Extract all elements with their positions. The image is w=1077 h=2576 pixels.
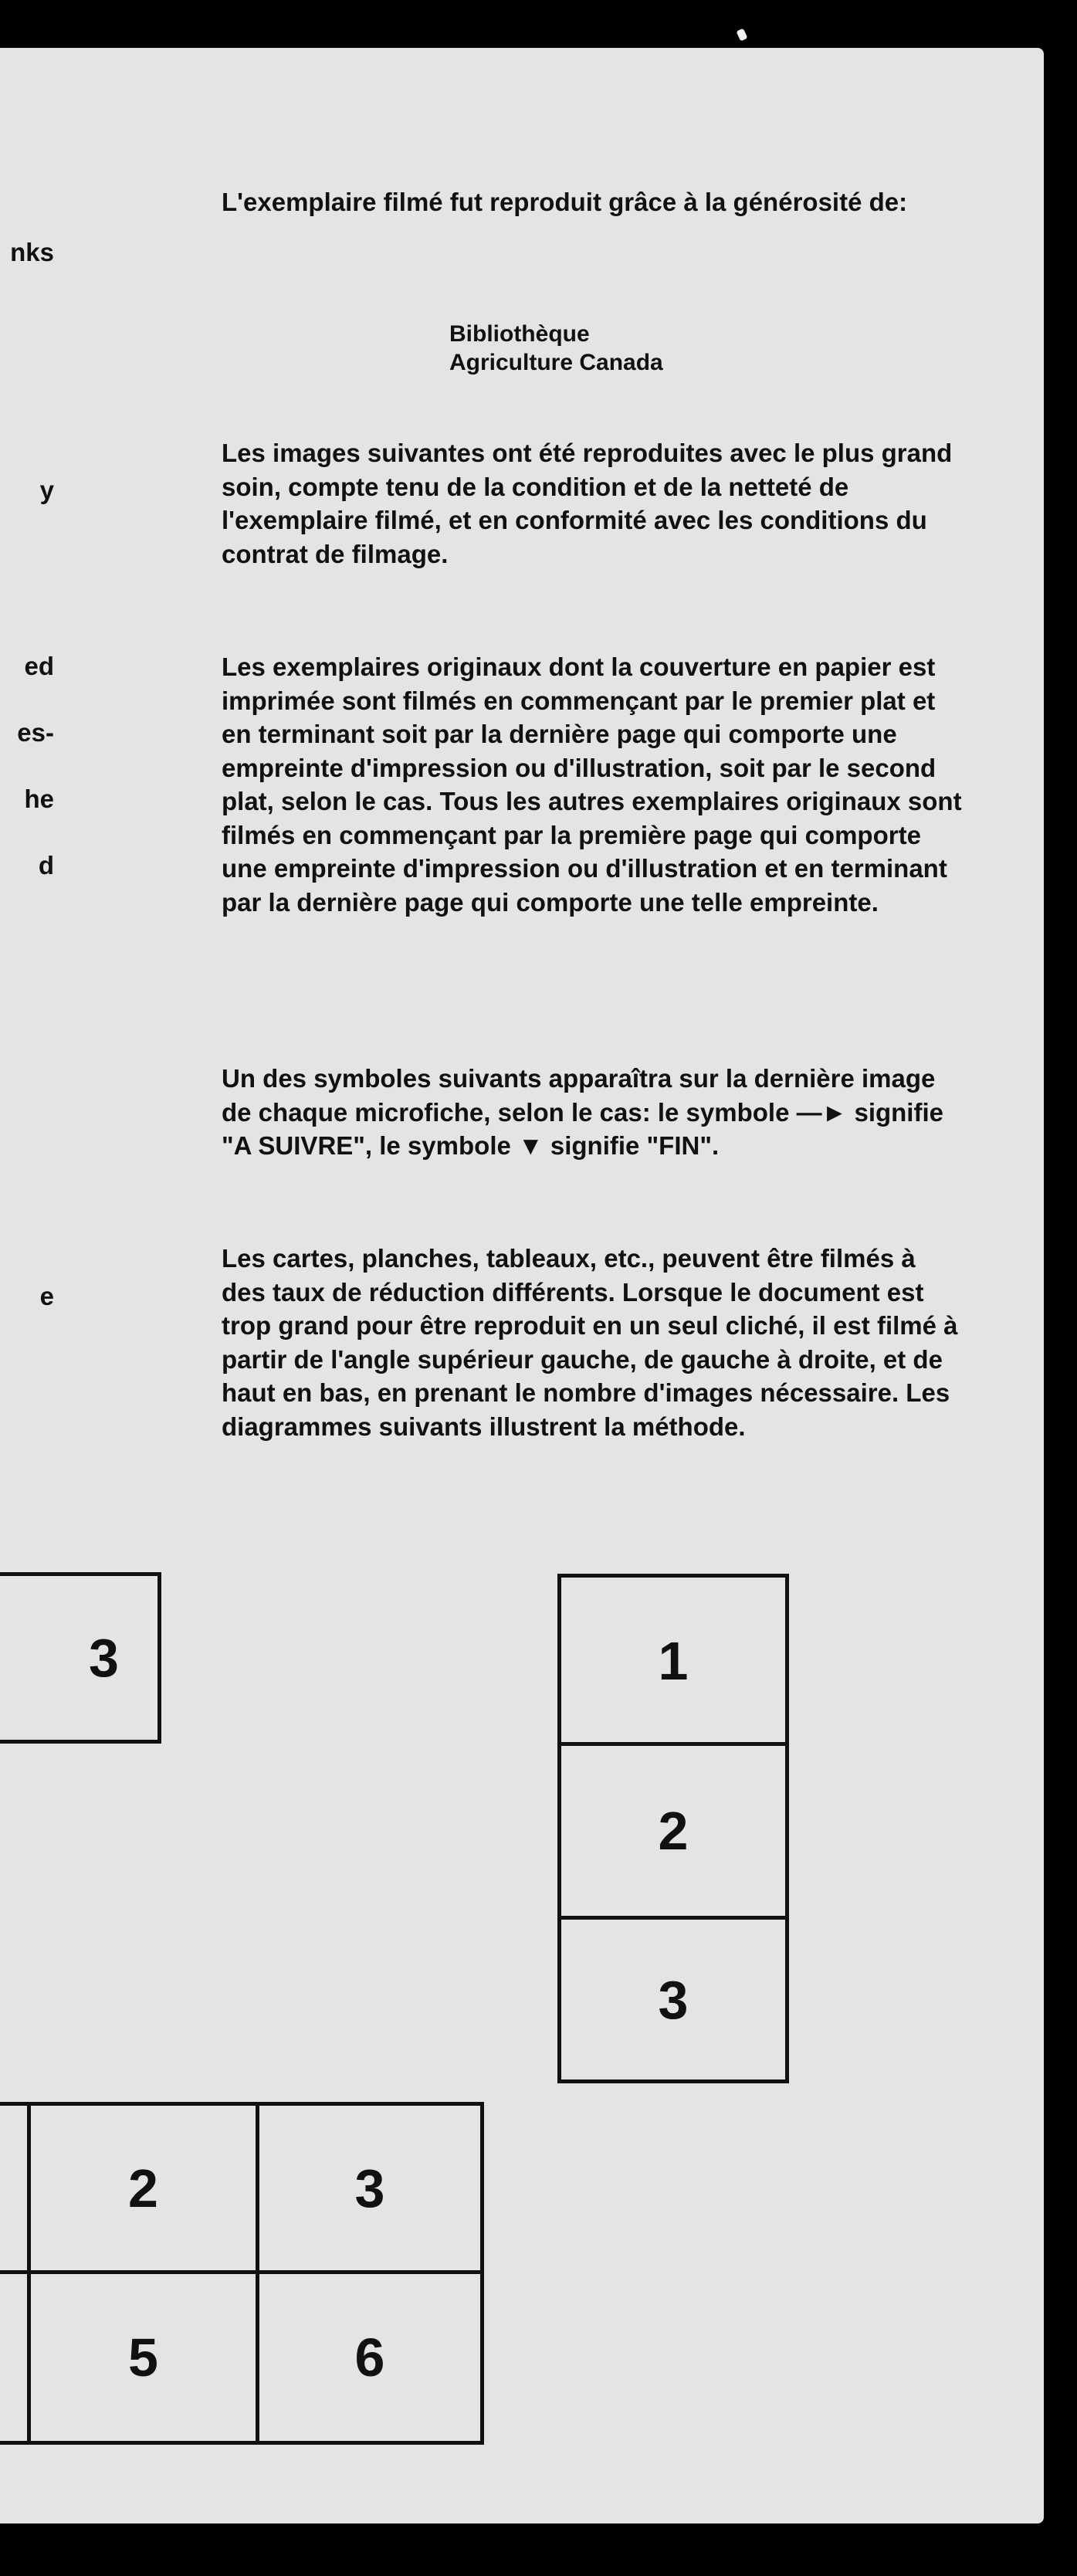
symbols-text-3: signifie "FIN". xyxy=(543,1131,720,1160)
fragment-text: ed xyxy=(24,652,54,680)
grid-diagram xyxy=(0,2102,484,2445)
symbols-paragraph xyxy=(222,1062,963,1163)
intro-paragraph xyxy=(222,185,963,219)
fragment-text: nks xyxy=(10,238,54,266)
diagram-cell: 6 xyxy=(354,2327,385,2388)
images-paragraph xyxy=(222,436,963,571)
triangle-down-icon: ▼ xyxy=(518,1131,544,1160)
film-speck xyxy=(737,29,748,42)
diagram-cell: 3 xyxy=(89,1628,119,1688)
maps-paragraph xyxy=(222,1242,963,1443)
fragment-text: y xyxy=(39,476,54,504)
diagram-cell: 2 xyxy=(658,1801,689,1861)
symbols-text-2: signifie "A SUIVRE", le symbole xyxy=(222,1097,943,1160)
horizontal-diagram xyxy=(0,1572,161,1744)
credit-institution: Agriculture Canada xyxy=(449,350,663,375)
credit-block xyxy=(449,320,663,377)
credit-library: Bibliothèque xyxy=(449,321,590,347)
fragment-text: d xyxy=(38,851,54,880)
diagram-cell: 3 xyxy=(658,1969,689,2030)
images-text: Les images suivantes ont été reproduites avec le plus grand soin, compte tenu de la condition et de la netteté de l'exemplaire filmé, et en conformité avec les conditions du contrat de filmage. xyxy=(222,439,953,568)
symbols-text-1: Un des symboles suivants apparaîtra sur la dernière image de chaque microfiche, selon le cas: le symbole xyxy=(222,1064,936,1127)
fragment-text: e xyxy=(39,1282,54,1310)
cropped-left-column xyxy=(0,48,54,1438)
covers-paragraph xyxy=(222,650,963,919)
intro-text: L'exemplaire filmé fut reproduit grâce à la générosité de: xyxy=(222,188,908,216)
diagram-cell: 2 xyxy=(128,2157,158,2218)
covers-text: Les exemplaires originaux dont la couverture en papier est imprimée sont filmés en commençant par le premier plat et en terminant soit par la dernière page qui comporte une empreinte d'impression ou d'illustration, soit par le second plat, selon le cas. Tous les autres exemplaires originaux sont filmés en commençant par la première page qui comporte une empreinte d'impression ou d'illustration et en terminant par la dernière page qui comporte une telle empreinte. xyxy=(222,652,962,917)
fragment-text: he xyxy=(24,785,54,813)
fragment-text: es- xyxy=(17,718,54,747)
diagram-cell: 3 xyxy=(354,2157,385,2218)
arrow-icon: —► xyxy=(796,1097,848,1127)
diagram-cell: 1 xyxy=(658,1630,689,1691)
diagram-cell: 5 xyxy=(128,2327,158,2388)
vertical-diagram xyxy=(557,1574,789,2083)
maps-text: Les cartes, planches, tableaux, etc., peuvent être filmés à des taux de réduction différents. Lorsque le document est trop grand pour être reproduit en un seul cliché, il est filmé à partir de l'angle supérieur gauche, de gauche à droite, et de haut en bas, en prenant le nombre d'images nécessaire. Les diagrammes suivants illustrent la méthode. xyxy=(222,1244,958,1441)
